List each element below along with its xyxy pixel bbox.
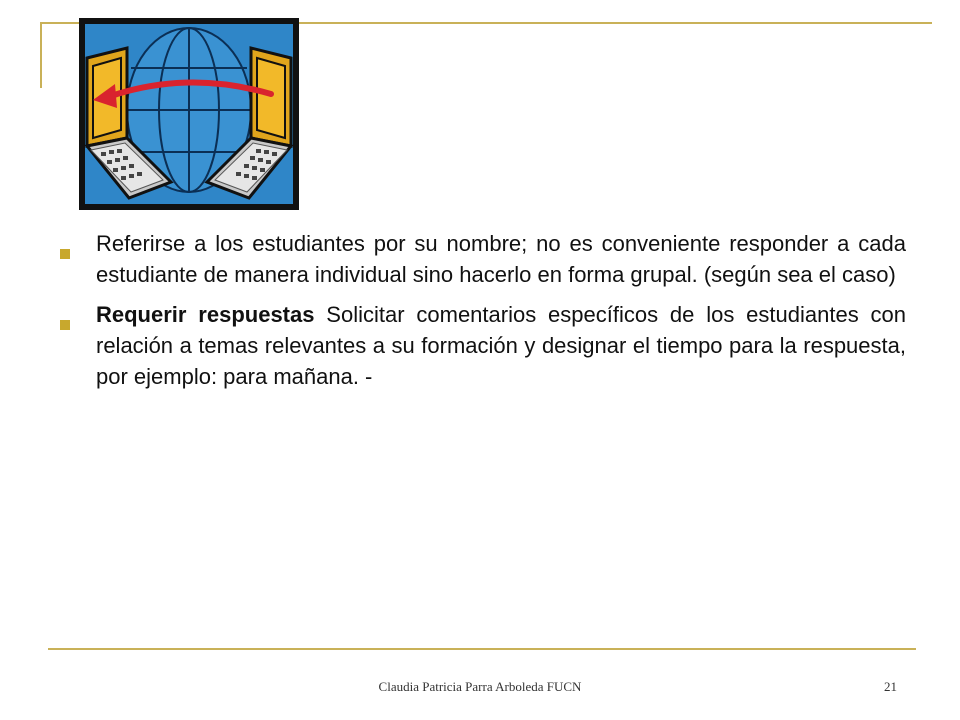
bullet-text: Referirse a los estudiantes por su nombre; no es conveniente responder a cada estudiante de manera individual sino hacerlo en forma grupal. (según sea el caso) (96, 231, 906, 287)
bullet-list (60, 228, 906, 401)
bullet-text: Solicitar comentarios específicos de los estudiantes con relación a temas relevantes a su formación y designar el tiempo para la respuesta, por ejemplo: para mañana. - (96, 302, 906, 389)
square-bullet-icon (60, 249, 70, 259)
bottom-rule (48, 648, 916, 650)
bullet-item (60, 228, 906, 290)
page-number: 21 (884, 679, 897, 694)
networked-computers-globe-icon (79, 18, 299, 210)
footer-author: Claudia Patricia Parra Arboleda FUCN (378, 679, 582, 694)
bullet-item (60, 299, 906, 392)
bullet-bold-lead: Requerir respuestas (96, 302, 315, 327)
square-bullet-icon (60, 320, 70, 330)
left-rule (40, 22, 42, 88)
